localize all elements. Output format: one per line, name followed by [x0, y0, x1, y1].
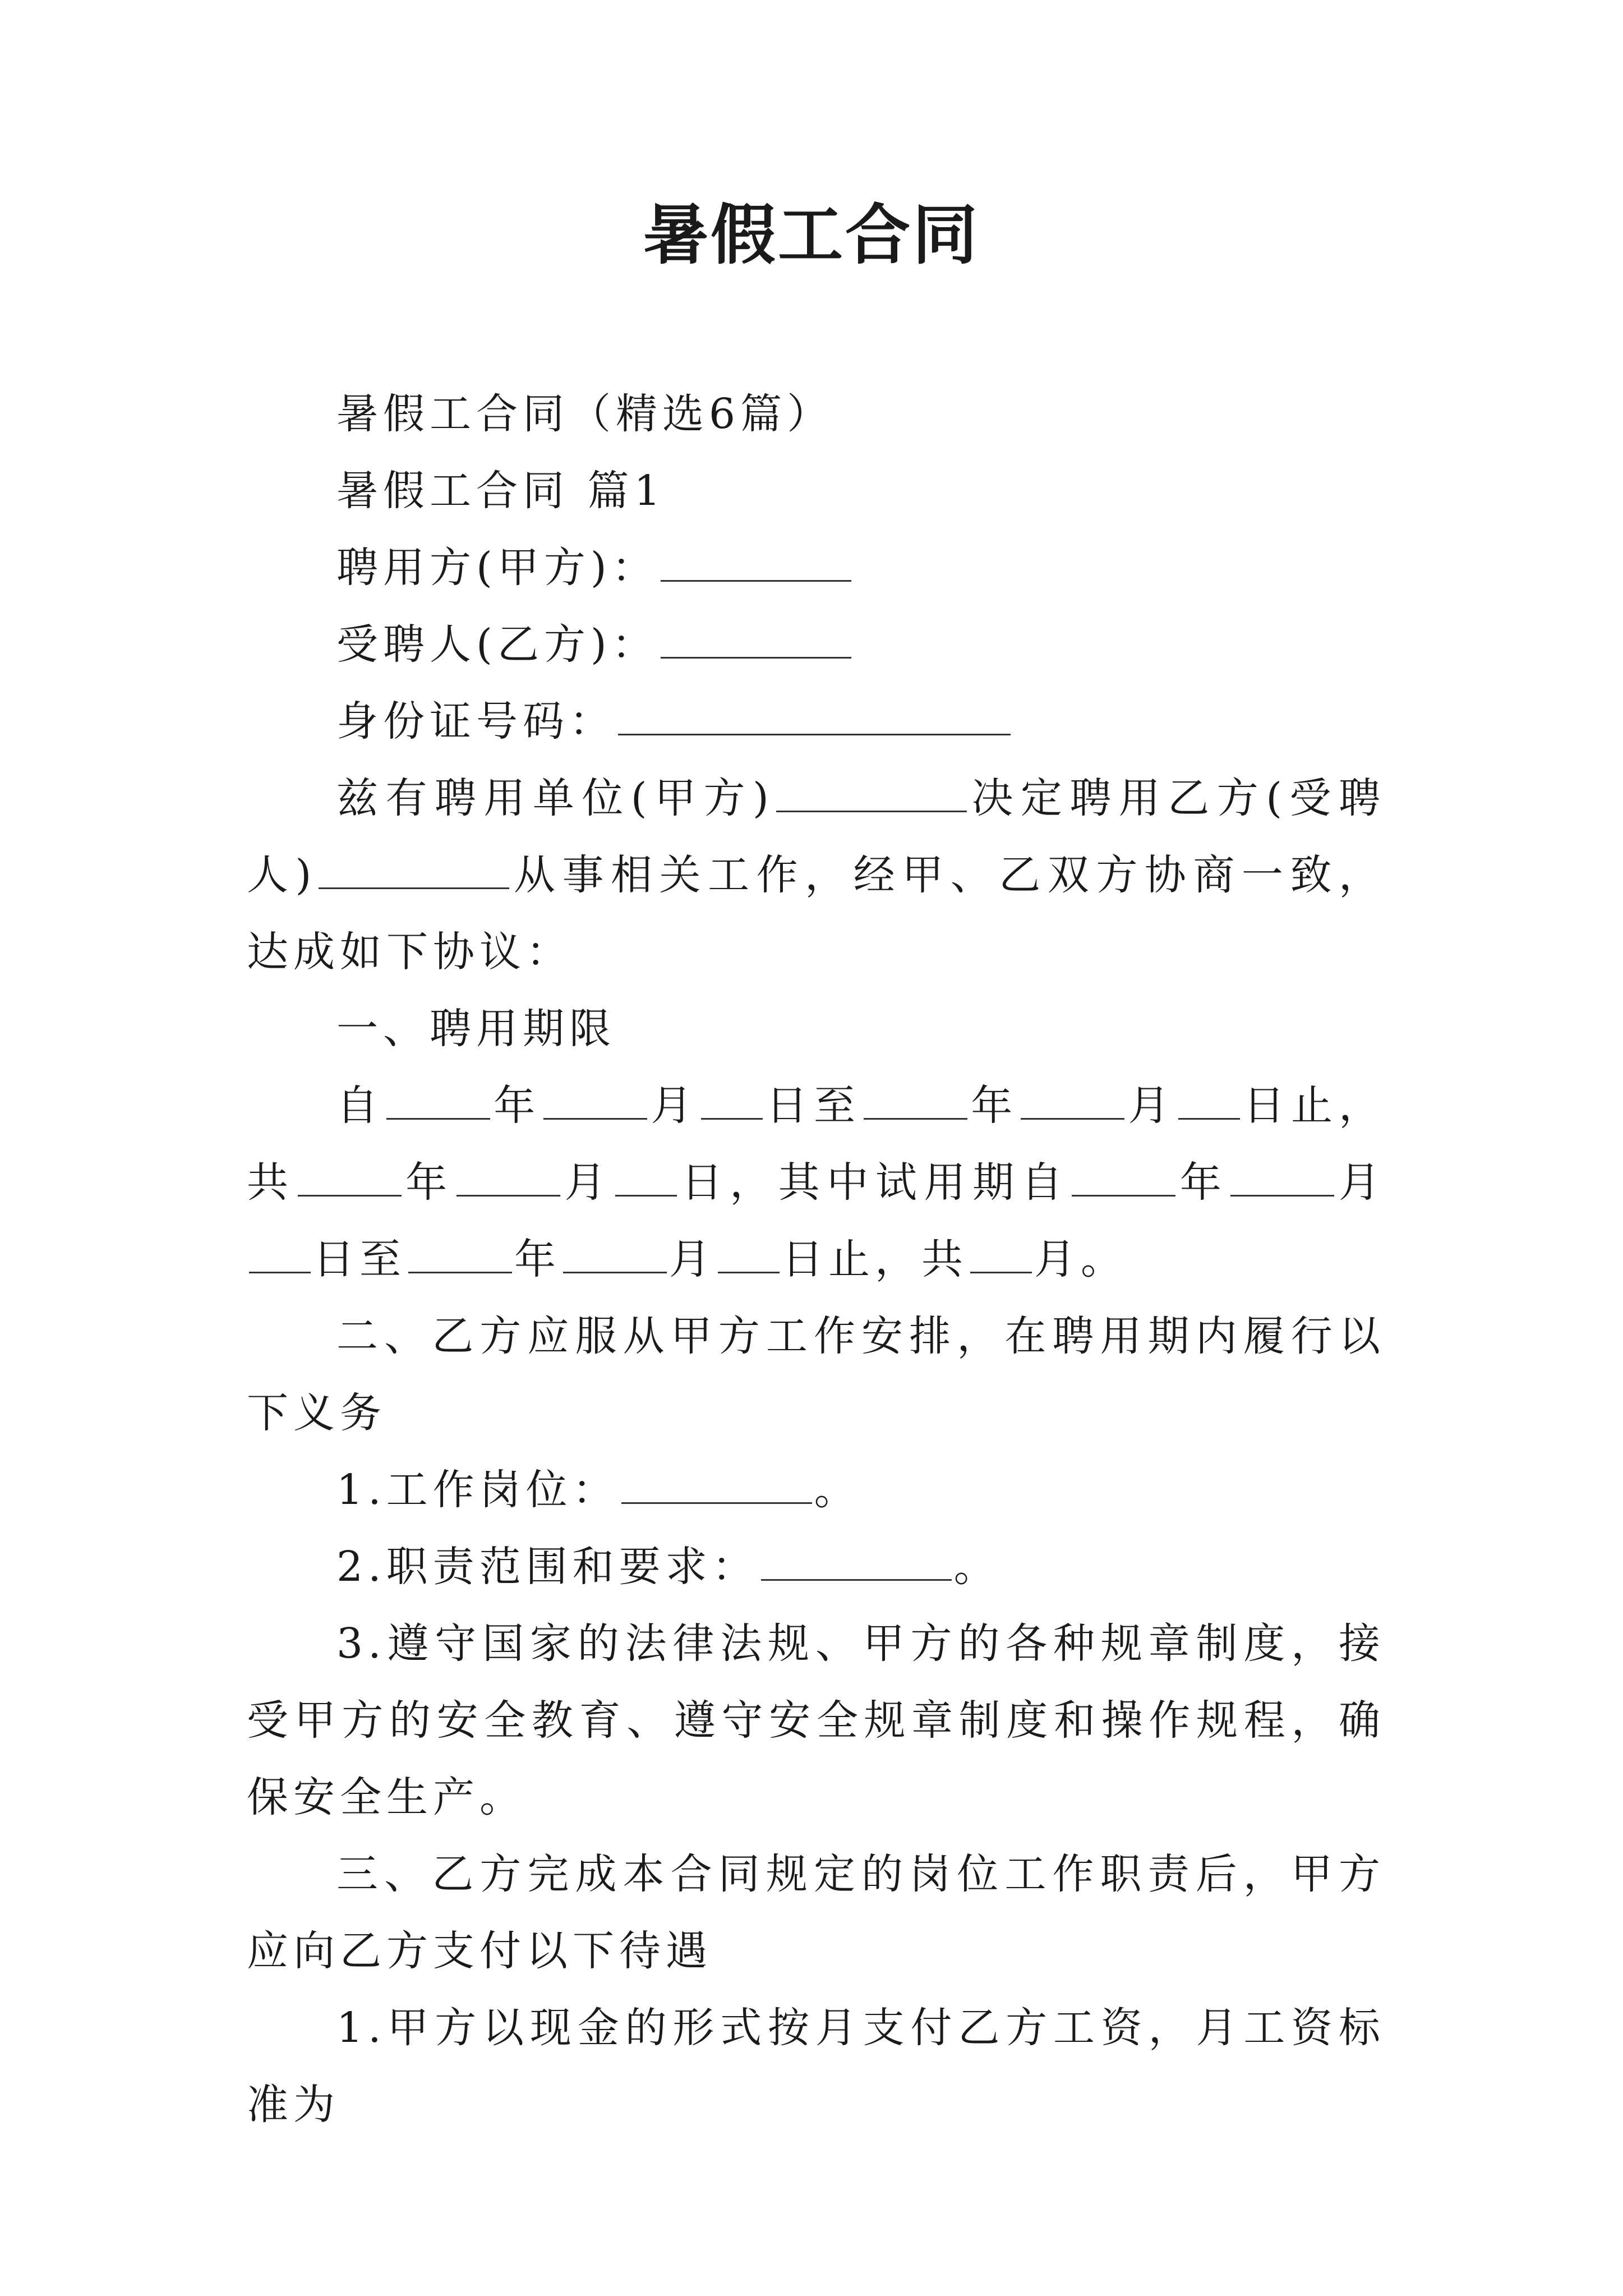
text: 1.甲方以现金的形式按月支付乙方工资，月工资标准为: [247, 2004, 1385, 2129]
paragraph-term-heading: [247, 991, 1385, 1068]
paragraph-benefits-heading: [247, 1836, 1385, 1990]
text: 暑假工合同（精选6篇）: [336, 390, 834, 438]
blank-line: [776, 775, 967, 812]
blank-line: [718, 1236, 780, 1273]
blank-line: [457, 1159, 560, 1197]
blank-line: [661, 544, 851, 582]
text: 受聘人(乙方)：: [336, 620, 658, 669]
text: 年: [970, 1082, 1019, 1130]
text: 年: [492, 1082, 542, 1130]
text: 月: [1336, 1158, 1386, 1207]
text: 聘用方(甲方)：: [336, 544, 658, 592]
text: 月: [649, 1082, 699, 1130]
text: 三、乙方完成本合同规定的岗位工作职责后，甲方应向乙方支付以下待遇: [247, 1850, 1385, 1975]
text: 。: [814, 1466, 861, 1514]
text: 身份证号码：: [336, 697, 616, 746]
text: 年: [1178, 1158, 1229, 1207]
paragraph-intro: [247, 760, 1385, 991]
text: 一、聘用期限: [336, 1005, 616, 1053]
text: 3.遵守国家的法律法规、甲方的各种规章制度，接受甲方的安全教育、遵守安全规章制度和操作规程，确保安全生产。: [247, 1619, 1385, 1821]
blank-line: [864, 1082, 967, 1120]
text: 年: [514, 1235, 561, 1283]
paragraph-section-heading: [247, 453, 1385, 530]
blank-line: [661, 621, 851, 659]
text: 月: [669, 1235, 716, 1283]
blank-line: [249, 1236, 311, 1273]
document-body: [247, 376, 1385, 2143]
text: 决定聘用乙方(受聘人): [247, 774, 1385, 899]
paragraph-employee: [247, 606, 1385, 683]
paragraph-position: [247, 1452, 1385, 1529]
blank-line: [1072, 1159, 1175, 1197]
paragraph-responsibilities: [247, 1529, 1385, 1605]
blank-line: [298, 1159, 402, 1197]
blank-line: [386, 1082, 490, 1120]
text: 日止，共: [247, 1082, 1386, 1207]
blank-line: [621, 1466, 812, 1504]
document-title: 暑假工合同: [643, 197, 980, 273]
blank-line: [563, 1236, 667, 1273]
blank-line: [618, 698, 1011, 735]
paragraph-term-dates: [247, 1068, 1385, 1298]
paragraph-salary: [247, 1990, 1385, 2143]
text: 月: [1127, 1082, 1176, 1130]
text: 日止，共: [782, 1235, 968, 1283]
blank-line: [1178, 1082, 1240, 1120]
paragraph-employer: [247, 530, 1385, 606]
text: 。: [953, 1543, 1000, 1591]
blank-line: [543, 1082, 647, 1120]
blank-line: [615, 1159, 677, 1197]
paragraph-id-number: [247, 683, 1385, 760]
text: 二、乙方应服从甲方工作安排，在聘用期内履行以下义务: [247, 1312, 1385, 1437]
text: 暑假工合同 篇1: [336, 467, 666, 515]
blank-line: [1021, 1082, 1124, 1120]
text: 2.职责范围和要求：: [336, 1543, 759, 1591]
blank-line: [408, 1236, 512, 1273]
blank-line: [761, 1543, 952, 1581]
text: 月: [562, 1158, 613, 1207]
text: 日至: [313, 1235, 406, 1283]
text: 日，其中试用期自: [679, 1158, 1070, 1207]
text: 从事相关工作，经甲、乙双方协商一致，达成如下协议：: [247, 851, 1385, 976]
text: 兹有聘用单位(甲方): [336, 774, 774, 822]
blank-line: [1230, 1159, 1334, 1197]
paragraph-duties-heading: [247, 1298, 1385, 1452]
blank-line: [701, 1082, 763, 1120]
paragraph-compliance: [247, 1605, 1385, 1836]
text: 日至: [764, 1082, 862, 1130]
blank-line: [319, 852, 509, 889]
text: 自: [336, 1082, 385, 1130]
text: 年: [403, 1158, 454, 1207]
blank-line: [970, 1236, 1032, 1273]
text: 1.工作岗位：: [336, 1466, 619, 1514]
text: 月。: [1034, 1235, 1127, 1283]
paragraph-subtitle: [247, 376, 1385, 453]
